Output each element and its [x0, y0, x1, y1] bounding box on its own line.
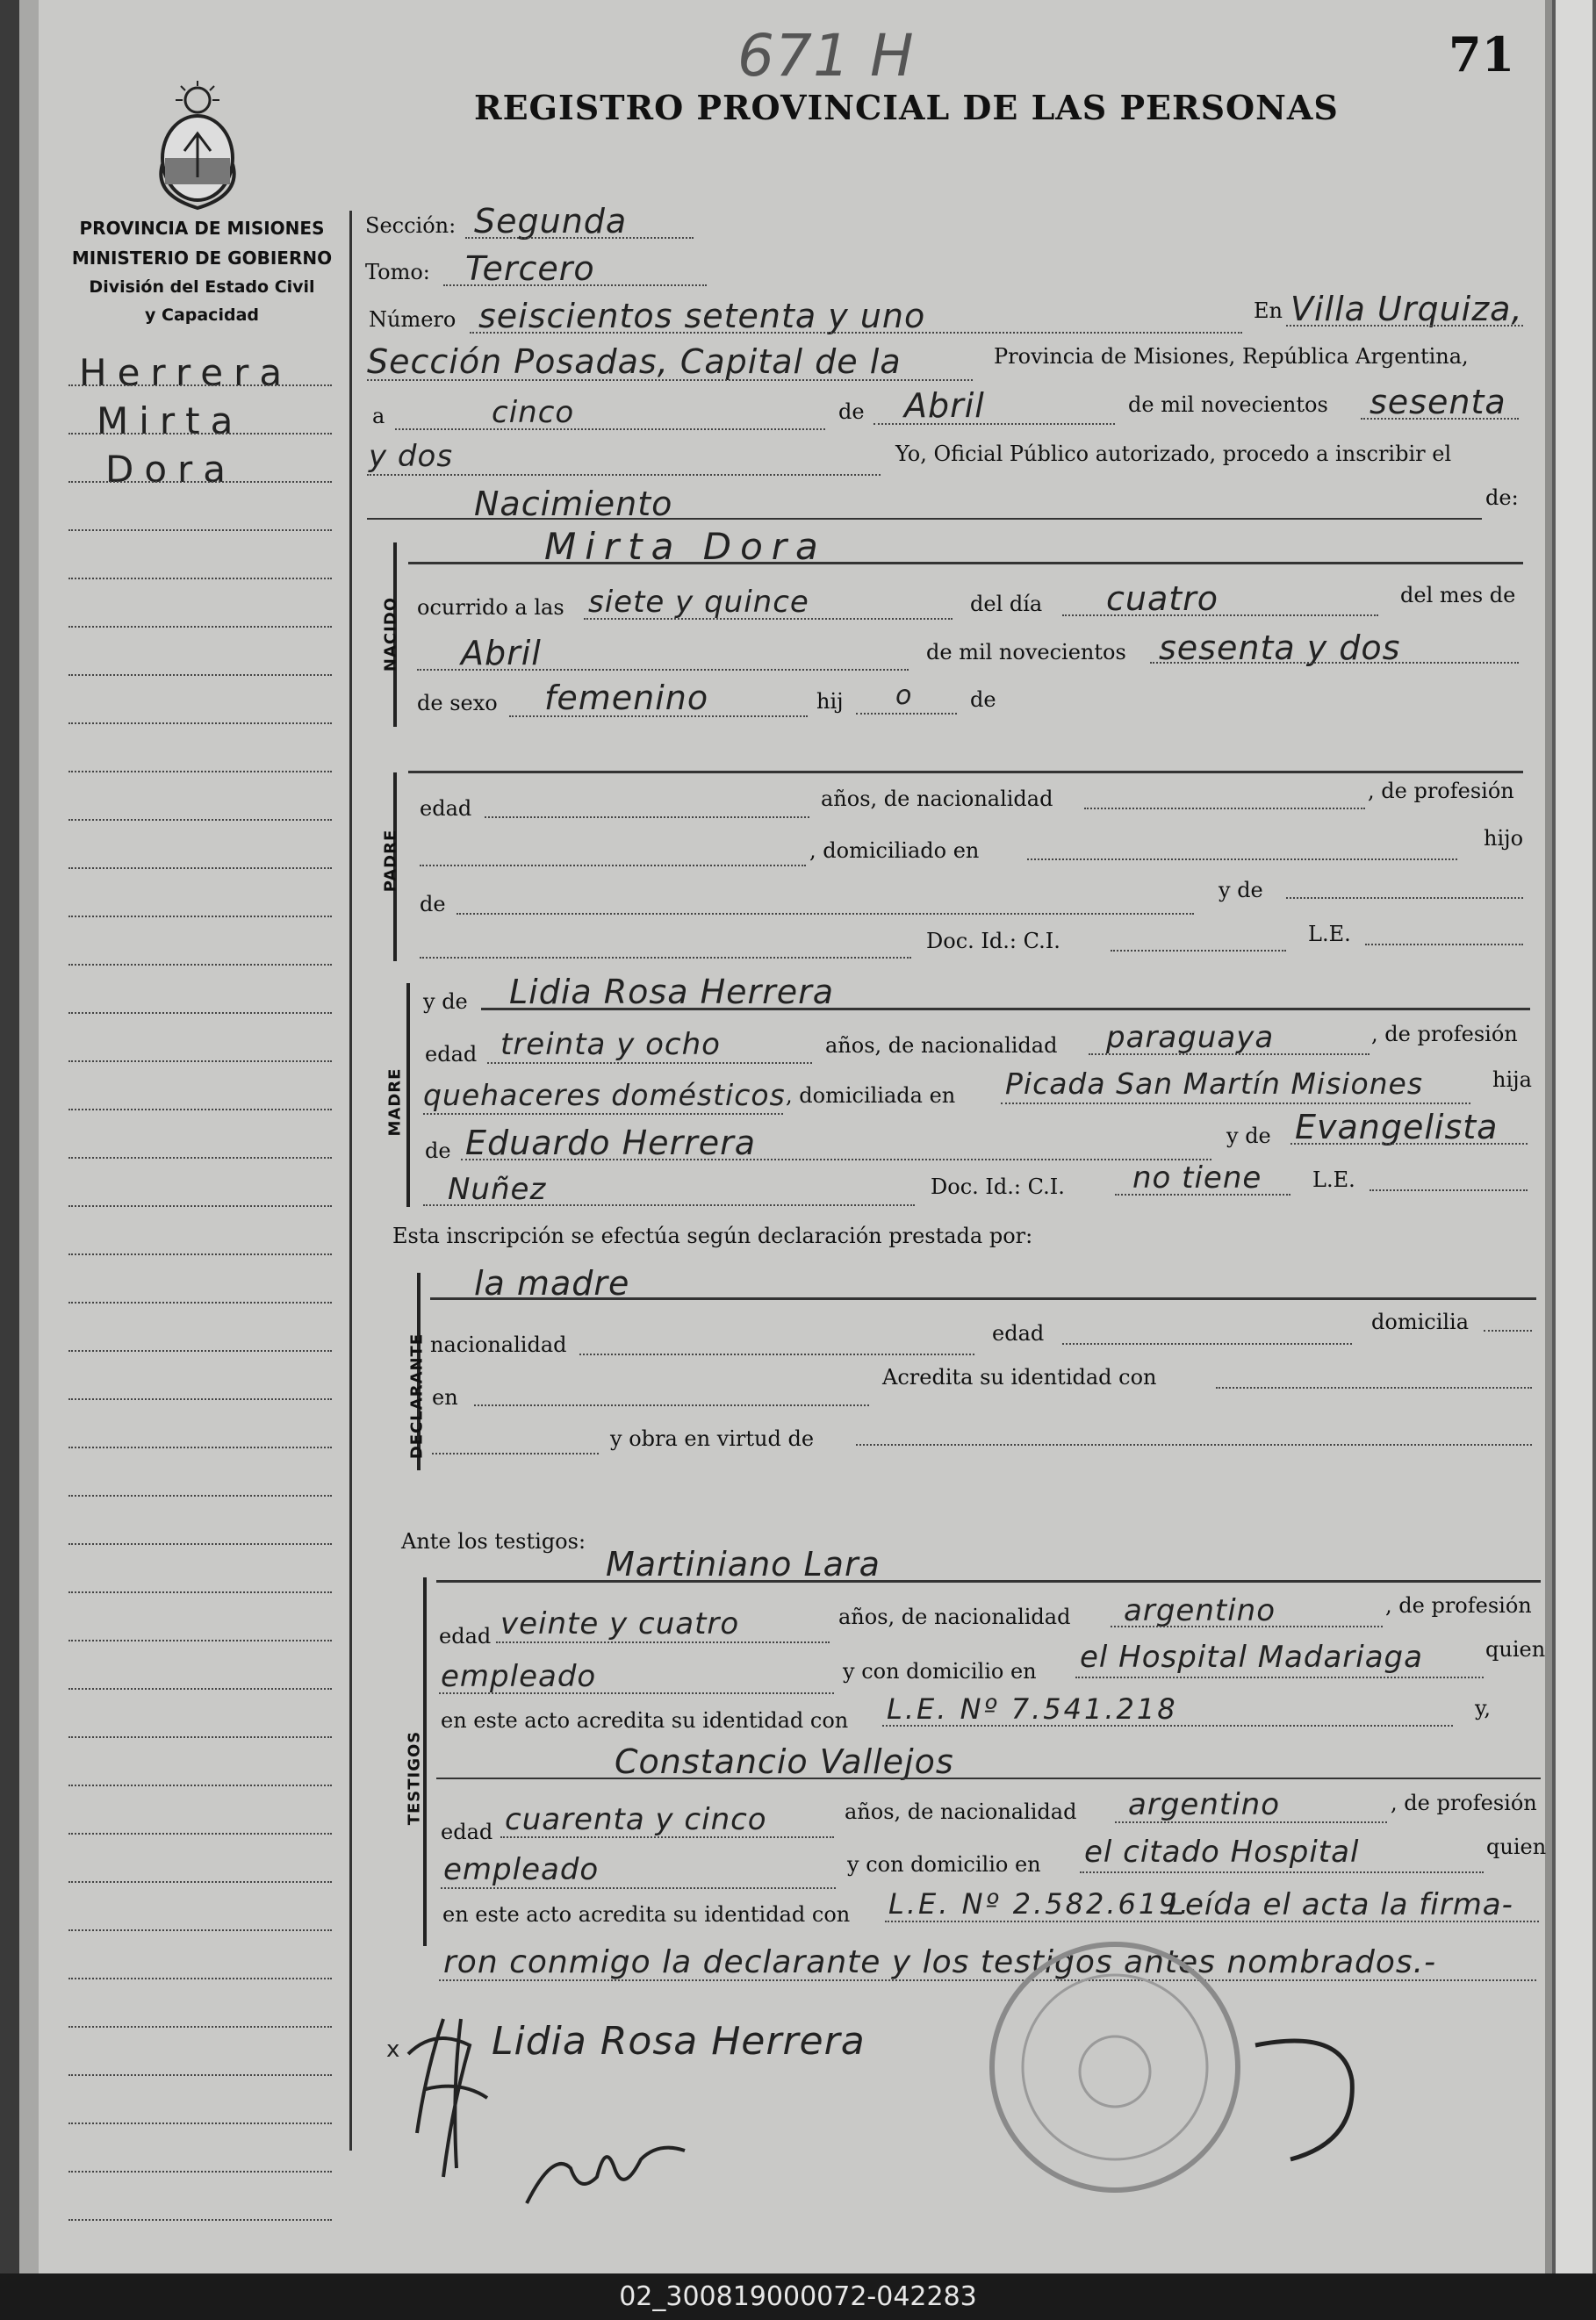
sidebar-ruled-line — [68, 1929, 332, 1931]
testigo1-prof-value: empleado — [441, 1659, 597, 1694]
testigo2-prof-value: empleado — [443, 1852, 600, 1887]
padre-nac-label: años, de nacionalidad — [821, 787, 1053, 811]
day-value: cinco — [492, 395, 575, 430]
sidebar-ruled-line — [68, 1109, 332, 1110]
sidebar-ruled-line — [68, 1543, 332, 1545]
testigos-section-label: TESTIGOS — [405, 1730, 424, 1826]
column-divider — [349, 211, 352, 2151]
madre-name: Lidia Rosa Herrera — [509, 973, 835, 1011]
testigo2-nac-label: años, de nacionalidad — [845, 1799, 1077, 1824]
tomo-value: Tercero — [465, 249, 595, 288]
year-continuation: y dos — [369, 439, 454, 474]
scanner-left-edge — [0, 0, 19, 2273]
hora-value: siete y quince — [588, 585, 809, 620]
declarante-nacionalidad-label: nacionalidad — [430, 1332, 567, 1357]
sidebar-ruled-line — [68, 2122, 332, 2124]
page-title: REGISTRO PROVINCIAL DE LAS PERSONAS — [474, 88, 1339, 127]
sidebar-ruled-line — [68, 819, 332, 821]
madre-nac-value: paraguaya — [1106, 1020, 1275, 1055]
sidebar-ruled-line — [68, 1302, 332, 1304]
anio-label: de mil novecientos — [926, 640, 1126, 664]
padre-hijo-label: hijo — [1484, 826, 1524, 851]
sidebar-ruled-line — [68, 2074, 332, 2076]
sidebar-ruled-line — [68, 578, 332, 579]
dia-value: cuatro — [1106, 579, 1219, 618]
oficial-text: Yo, Oficial Público autorizado, procedo a inscribir el — [895, 442, 1452, 466]
sidebar-ruled-line — [68, 529, 332, 531]
sidebar-ruled-line — [68, 1881, 332, 1883]
sidebar-ruled-line — [68, 481, 332, 483]
madre-profesion-value: quehaceres domésticos — [423, 1078, 786, 1112]
madre-doc-value: no tiene — [1132, 1160, 1262, 1196]
de-label: de — [838, 399, 865, 424]
province-label: PROVINCIA DE MISIONES — [79, 218, 325, 239]
declarante-edad-label: edad — [992, 1321, 1045, 1346]
madre-hija-label: hija — [1492, 1067, 1532, 1092]
testigo2-acredita-label: en este acto acredita su identidad con — [442, 1902, 851, 1927]
declarante-obra-label: y obra en virtud de — [610, 1426, 815, 1451]
declarante-acredita-label: Acredita su identidad con — [882, 1365, 1157, 1390]
en-label: En — [1254, 298, 1283, 323]
division-label-2: y Capacidad — [145, 305, 259, 325]
madre-le-label: L.E. — [1312, 1167, 1355, 1192]
declarante-signature: Lidia Rosa Herrera — [492, 2019, 866, 2064]
testigo2-edad-value: cuarenta y cinco — [505, 1802, 767, 1837]
hij-de-label: de — [970, 687, 996, 712]
sidebar-ruled-line — [68, 384, 332, 386]
sidebar-ruled-line — [68, 722, 332, 724]
madre-madre-value: Evangelista — [1295, 1108, 1499, 1146]
sidebar-ruled-line — [68, 674, 332, 676]
place-value: Sección Posadas, Capital de la — [367, 342, 902, 381]
testigo1-edad-value: veinte y cuatro — [500, 1606, 740, 1641]
tomo-label: Tomo: — [365, 260, 430, 284]
testigo2-domicilio-label: y con domicilio en — [847, 1852, 1041, 1877]
sidebar-ruled-line — [68, 1736, 332, 1738]
sidebar-ruled-line — [68, 1495, 332, 1497]
adjacent-page-edge — [19, 0, 39, 2273]
sidebar-ruled-line — [68, 1157, 332, 1159]
padre-profesion-label: , de profesión — [1368, 779, 1514, 803]
testigo2-id-value: L.E. Nº 2.582.619.- — [888, 1887, 1204, 1921]
testigos-intro: Ante los testigos: — [401, 1529, 586, 1554]
del-dia-label: del día — [970, 592, 1043, 616]
a-label: a — [372, 404, 385, 428]
testigo1-edad-label: edad — [439, 1624, 492, 1648]
numero-value: seiscientos setenta y uno — [478, 297, 926, 335]
round-signature-mark — [1238, 2019, 1361, 2168]
provincia-text: Provincia de Misiones, República Argentina, — [994, 344, 1469, 369]
declarante-name: la madre — [474, 1264, 630, 1303]
testigo1-profesion-label: , de profesión — [1385, 1593, 1532, 1618]
x-mark: x — [386, 2036, 400, 2063]
month-value: Abril — [904, 386, 985, 425]
testigo1-dom-value: el Hospital Madariaga — [1080, 1640, 1423, 1675]
testigo2-name: Constancio Vallejos — [615, 1742, 954, 1781]
official-stamp-seal — [983, 1931, 1247, 2203]
ministry-label: MINISTERIO DE GOBIERNO — [71, 248, 333, 269]
sidebar-ruled-line — [68, 626, 332, 628]
handwritten-registry-number: 671 H — [737, 22, 915, 90]
nacido-section-label: NACIDO — [381, 596, 400, 672]
madre-padre-value: Eduardo Herrera — [465, 1124, 757, 1162]
sidebar-ruled-line — [68, 1060, 332, 1062]
sidebar-ruled-line — [68, 916, 332, 917]
sexo-value: femenino — [544, 679, 709, 717]
testigo1-nac-value: argentino — [1124, 1593, 1276, 1628]
sidebar-ruled-line — [68, 867, 332, 869]
testigo1-nac-label: años, de nacionalidad — [838, 1605, 1071, 1629]
seccion-label: Sección: — [365, 213, 457, 238]
testigo1-domicilio-label: y con domicilio en — [843, 1659, 1037, 1684]
image-caption: 02_300819000072-042283 — [0, 2273, 1596, 2320]
child-name: Mirta Dora — [544, 525, 827, 568]
testigo2-nac-value: argentino — [1128, 1787, 1280, 1822]
sidebar-ruled-line — [68, 1350, 332, 1352]
madre-y-de-label: y de — [423, 989, 468, 1014]
sidebar-ruled-line — [68, 2026, 332, 2028]
sidebar-middle-name: Dora — [105, 448, 237, 491]
sidebar-ruled-line — [68, 1978, 332, 1979]
hij-label: hij — [816, 689, 844, 714]
del-mes-label: del mes de — [1400, 583, 1516, 607]
declarante-domicilia-label: domicilia — [1371, 1310, 1470, 1334]
year-value: sesenta — [1370, 383, 1506, 421]
madre-edad-label: edad — [425, 1042, 478, 1067]
sidebar-ruled-line — [68, 2171, 332, 2173]
padre-domiciliado-label: , domiciliado en — [809, 838, 980, 863]
sidebar-ruled-line — [68, 2219, 332, 2221]
madre-edad-value: treinta y ocho — [500, 1027, 721, 1062]
madre-de-label: de — [425, 1138, 451, 1163]
sidebar-ruled-line — [68, 1012, 332, 1014]
testigo1-id-value: L.E. Nº 7.541.218 — [887, 1692, 1178, 1726]
madre-madre-value2: Nuñez — [448, 1172, 547, 1207]
testigo2-profesion-label: , de profesión — [1391, 1791, 1537, 1815]
division-label: División del Estado Civil — [89, 277, 315, 297]
sidebar-ruled-line — [68, 433, 332, 435]
testigo2-dom-value: el citado Hospital — [1084, 1835, 1360, 1870]
testigo1-quien-label: quien — [1485, 1637, 1546, 1662]
sidebar-ruled-line — [68, 1398, 332, 1400]
adjacent-page-right — [1552, 0, 1596, 2273]
padre-le-label: L.E. — [1308, 922, 1351, 946]
page-number: 71 — [1449, 26, 1515, 83]
sidebar-ruled-line — [68, 1205, 332, 1207]
madre-nac-label: años, de nacionalidad — [825, 1033, 1058, 1058]
sidebar-ruled-line — [68, 1447, 332, 1448]
en-value: Villa Urquiza, — [1290, 290, 1523, 328]
argentina-coat-of-arms-icon — [149, 81, 246, 212]
sidebar-first-name: Mirta — [97, 399, 244, 442]
padre-section-label: PADRE — [381, 829, 400, 893]
testigo1-y-label: y, — [1475, 1696, 1491, 1720]
mes-value: Abril — [461, 634, 542, 672]
sidebar-ruled-line — [68, 1688, 332, 1690]
closing-line-1: Leída el acta la firma- — [1168, 1887, 1513, 1922]
testigo2-quien-label: quien — [1486, 1835, 1547, 1859]
numero-label: Número — [369, 307, 457, 332]
padre-de-label: de — [420, 892, 446, 916]
ocurrido-label: ocurrido a las — [417, 595, 564, 620]
sidebar-surname: Herrera — [79, 351, 293, 394]
padre-doc-label: Doc. Id.: C.I. — [926, 929, 1060, 953]
madre-section-label: MADRE — [385, 1067, 405, 1137]
declarante-en-label: en — [432, 1385, 458, 1410]
madre-y-de2-label: y de — [1226, 1124, 1271, 1148]
sidebar-ruled-line — [68, 1833, 332, 1835]
sidebar-ruled-line — [68, 771, 332, 772]
sidebar-ruled-line — [68, 964, 332, 966]
sidebar-ruled-line — [68, 1591, 332, 1593]
official-signature-2 — [518, 2115, 694, 2212]
testigo2-edad-label: edad — [441, 1820, 493, 1844]
declarante-section-label: DECLARANTE — [407, 1332, 427, 1460]
padre-edad-label: edad — [420, 796, 472, 821]
closing-line-2: ron conmigo la declarante y los testigos antes nombrados.- — [443, 1944, 1437, 1980]
hij-value: o — [895, 680, 913, 711]
acto-value: Nacimiento — [474, 485, 673, 523]
sexo-label: de sexo — [417, 691, 498, 715]
padre-y-de-label: y de — [1219, 878, 1263, 902]
declarante-intro: Esta inscripción se efectúa según declaración prestada por: — [392, 1224, 1033, 1248]
sidebar-ruled-line — [68, 1785, 332, 1786]
seccion-value: Segunda — [474, 202, 628, 241]
madre-domicilio-value: Picada San Martín Misiones — [1005, 1067, 1424, 1101]
year-text: de mil novecientos — [1128, 392, 1328, 417]
sidebar-ruled-line — [68, 1253, 332, 1255]
testigo1-acredita-label: en este acto acredita su identidad con — [441, 1708, 849, 1733]
madre-profesion-label: , de profesión — [1371, 1022, 1518, 1046]
madre-doc-label: Doc. Id.: C.I. — [931, 1174, 1065, 1199]
madre-domiciliada-label: , domiciliada en — [786, 1083, 956, 1108]
testigo1-name: Martiniano Lara — [606, 1545, 881, 1584]
anio-value: sesenta y dos — [1159, 628, 1401, 667]
sidebar-ruled-line — [68, 1640, 332, 1641]
de-colon: de: — [1485, 485, 1519, 510]
